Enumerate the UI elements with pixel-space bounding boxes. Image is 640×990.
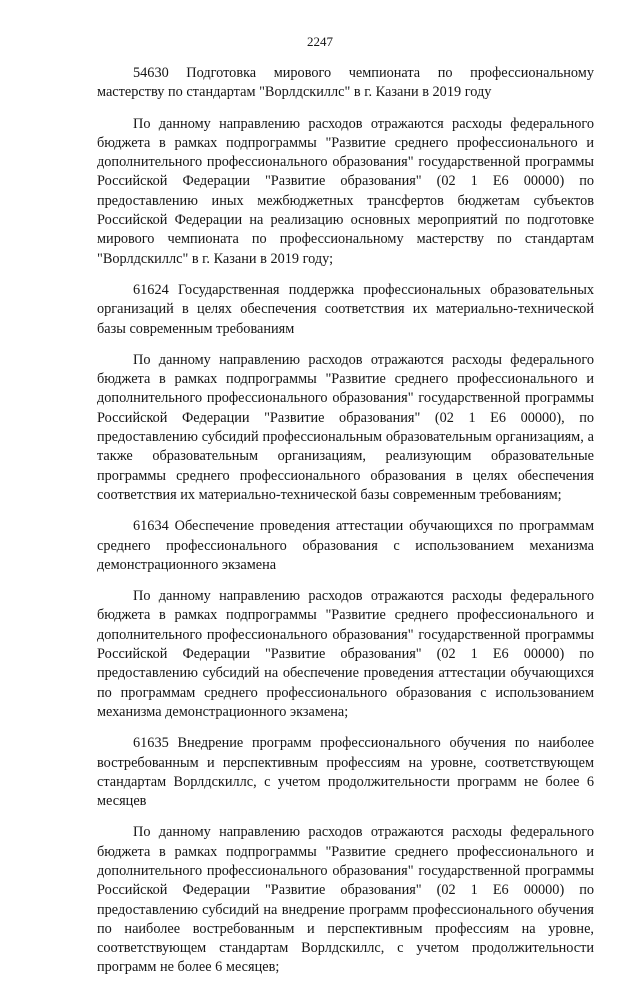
document-body xyxy=(97,64,594,990)
code-heading-61635: 61635 Внедрение программ профессионального обучения по наиболее востребованным и перспективным профессиям на уровне, соответствующем стандартам Ворлдскиллс, с учетом продолжительности программ не более 6 месяцев xyxy=(97,735,594,810)
page-number: 2247 xyxy=(307,34,333,49)
description-paragraph: По данному направлению расходов отражаются расходы федерального бюджета в рамках подпрограммы "Развитие среднего профессионального и дополнительного профессионального образования" государственной программы Российской Федерации "Развитие образования" (02 1 Е6 00000) по предоставлению иных межбюджетных трансфертов бюджетам субъектов Российской Федерации на реализацию основных мероприятий по подготовке мирового чемпионата по профессиональному мастерству по стандартам "Ворлдскиллс" в г. Казани в 2019 году; xyxy=(97,115,594,267)
description-paragraph: По данному направлению расходов отражаются расходы федерального бюджета в рамках подпрограммы "Развитие среднего профессионального и дополнительного профессионального образования" государственной программы Российской Федерации "Развитие образования" (02 1 Е6 00000) по предоставлению субсидий на внедрение программ профессионального обучения по наиболее востребованным и перспективным профессиям на уровне, соответствующем стандартам Ворлдскиллс, с учетом продолжительности программ не более 6 месяцев; xyxy=(97,824,594,976)
description-paragraph: По данному направлению расходов отражаются расходы федерального бюджета в рамках подпрограммы "Развитие среднего профессионального и дополнительного профессионального образования" государственной программы Российской Федерации "Развитие образования" (02 1 Е6 00000), по предоставлению субсидий профессиональным образовательным организациям, а также образовательным организациям, реализующим образовательные программы среднего профессионального образования в целях обеспечения соответствия их материально-технической базы современным требованиям; xyxy=(97,351,594,503)
code-heading-61634: 61634 Обеспечение проведения аттестации обучающихся по программам среднего профессионального образования с использованием механизма демонстрационного экзамена xyxy=(97,518,594,573)
description-paragraph: По данному направлению расходов отражаются расходы федерального бюджета в рамках подпрограммы "Развитие среднего профессионального и дополнительного профессионального образования" государственной программы Российской Федерации "Развитие образования" (02 1 Е6 00000) по предоставлению субсидий на обеспечение проведения аттестации обучающихся по программам среднего профессионального образования с использованием механизма демонстрационного экзамена; xyxy=(97,588,594,720)
code-heading-61624: 61624 Государственная поддержка профессиональных образовательных организаций в целях обеспечения соответствия их материально-технической базы современным требованиям xyxy=(97,281,594,337)
code-heading-54630: 54630 Подготовка мирового чемпионата по профессиональному мастерству по стандартам "Ворлдскиллс" в г. Казани в 2019 году xyxy=(97,65,594,101)
